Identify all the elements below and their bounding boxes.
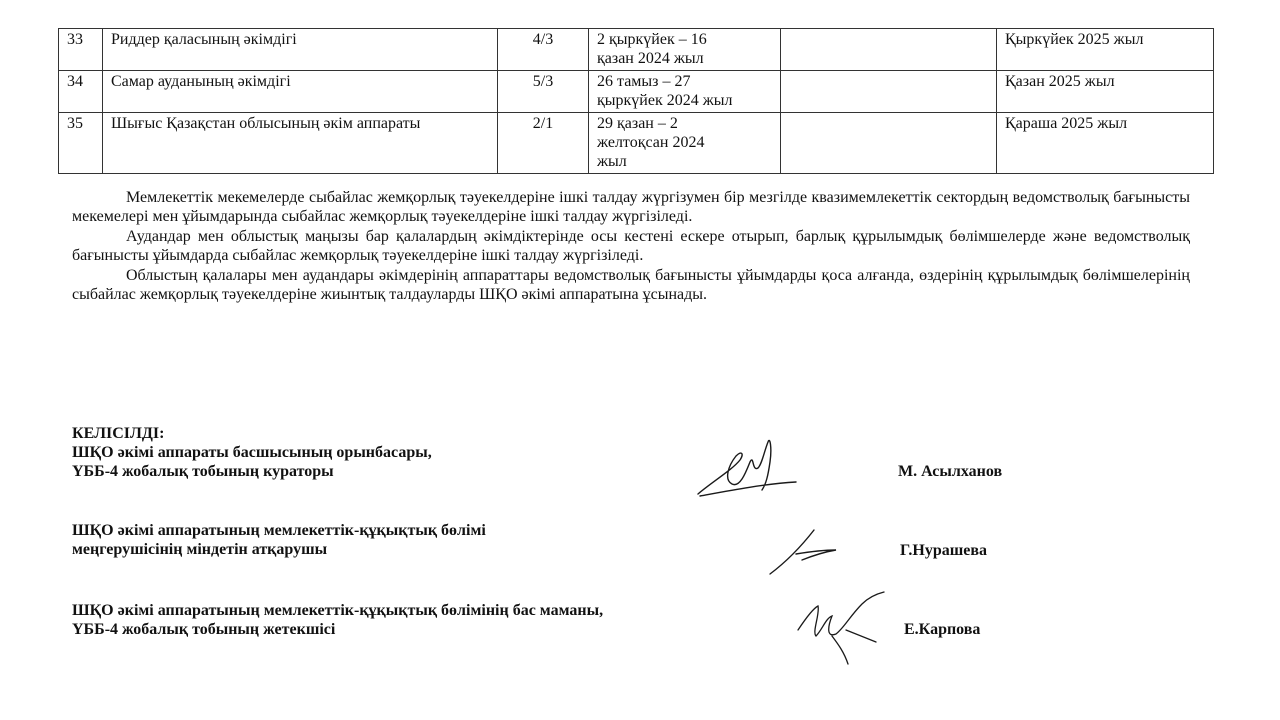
signature-asylkhanov-icon	[692, 432, 812, 502]
body-text	[72, 188, 1190, 305]
position-line: ШҚО әкімі аппаратының мемлекеттік-құқықтық бөлімінің бас маманы,	[72, 602, 604, 619]
paragraph: Облыстың қалалары мен аудандары әкімдерінің аппараттары ведомстволық бағынысты ұйымдарды қоса алғанда, өздерінің құрылымдық бөлімшелерінің сыбайлас жемқорлық тәуекелдеріне жиынтық талдауларды ШҚО әкімі аппаратына ұсынады.	[72, 267, 1190, 303]
table-row	[59, 29, 1214, 71]
approval-heading: КЕЛІСІЛДІ:	[72, 425, 165, 442]
signer-position	[72, 443, 432, 481]
empty-cell	[781, 113, 997, 174]
deadline: Қазан 2025 жыл	[997, 71, 1214, 113]
organization-name: Шығыс Қазақстан облысының әкім аппараты	[103, 113, 498, 174]
deadline: Қыркүйек 2025 жыл	[997, 29, 1214, 71]
analysis-period	[589, 29, 781, 71]
paragraph: Мемлекеттік мекемелерде сыбайлас жемқорлық тәуекелдеріне ішкі талдау жүргізумен бір мезгілде квазимемлекеттік сектордың ведомстволық бағынысты мекемелері мен ұйымдарында сыбайлас жемқорлық тәуекелдеріне ішкі талдау жүргізіледі.	[72, 189, 1190, 225]
paragraph: Аудандар мен облыстық маңызы бар қалалардың әкімдіктерінде осы кестені ескере отырып, барлық құрылымдық бөлімшелерде және ведомстволық бағынысты ұйымдарда сыбайлас жемқорлық тәуекелдеріне ішкі талдау жүргізіледі.	[72, 228, 1190, 264]
position-line: меңгерушісінің міндетін атқарушы	[72, 541, 328, 558]
table-row	[59, 71, 1214, 113]
signature-karpova-icon	[792, 590, 902, 668]
period-line: 2 қыркүйек – 16	[597, 31, 707, 48]
period-line: қыркүйек 2024 жыл	[597, 92, 733, 109]
ratio-value: 4/3	[498, 29, 589, 71]
organization-name: Риддер қаласының әкімдігі	[103, 29, 498, 71]
row-number: 34	[59, 71, 103, 113]
row-number: 33	[59, 29, 103, 71]
period-line: 26 тамыз – 27	[597, 73, 691, 90]
analysis-period	[589, 113, 781, 174]
signer-name: М. Асылханов	[898, 463, 1003, 480]
table-row	[59, 113, 1214, 174]
signer-name: Г.Нурашева	[900, 542, 987, 559]
signature-nurasheva-icon	[766, 524, 846, 580]
analysis-schedule-table	[58, 28, 1214, 174]
ratio-value: 5/3	[498, 71, 589, 113]
period-line: қазан 2024 жыл	[597, 50, 704, 67]
ratio-value: 2/1	[498, 113, 589, 174]
period-line: желтоқсан 2024	[597, 134, 705, 151]
signer-position	[72, 521, 486, 559]
analysis-period	[589, 71, 781, 113]
position-line: ШҚО әкімі аппараты басшысының орынбасары,	[72, 444, 432, 461]
row-number: 35	[59, 113, 103, 174]
empty-cell	[781, 29, 997, 71]
position-line: ҮББ-4 жобалық тобының кураторы	[72, 463, 334, 480]
signer-position	[72, 601, 603, 639]
organization-name: Самар ауданының әкімдігі	[103, 71, 498, 113]
deadline: Қараша 2025 жыл	[997, 113, 1214, 174]
signer-name: Е.Карпова	[904, 621, 981, 638]
position-line: ШҚО әкімі аппаратының мемлекеттік-құқықтық бөлімі	[72, 522, 486, 539]
period-line: 29 қазан – 2	[597, 115, 678, 132]
empty-cell	[781, 71, 997, 113]
position-line: ҮББ-4 жобалық тобының жетекшісі	[72, 621, 336, 638]
period-line: жыл	[597, 153, 627, 170]
